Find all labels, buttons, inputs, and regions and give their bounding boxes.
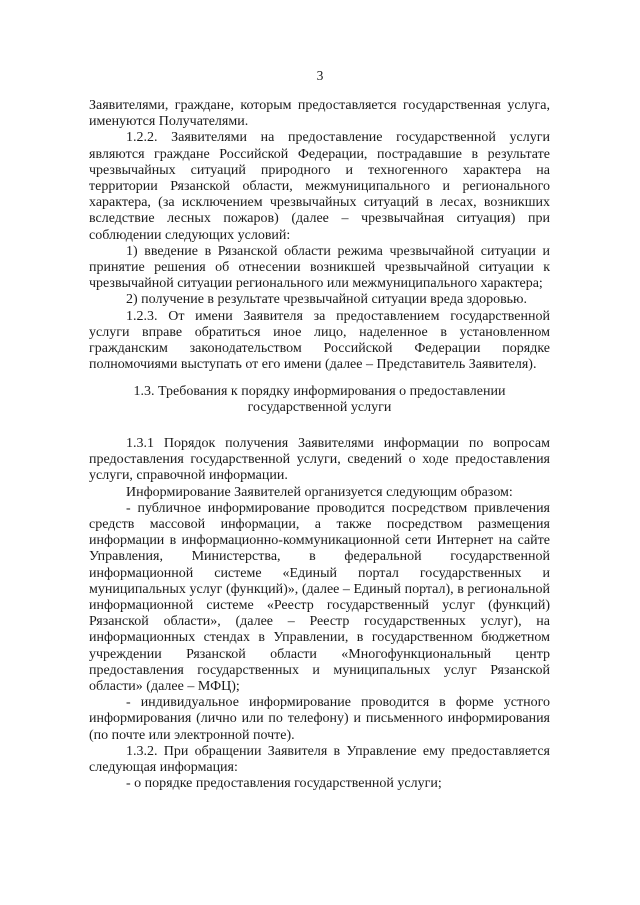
section-heading (89, 384, 550, 416)
paragraph-1-2-2: 1.2.2. Заявителями на предоставление государственной услуги являются граждане Российской Федерации, пострадавшие в результате чрезвычайных ситуаций природного и техногенного характера на территории Рязанской области, межмуниципального и регионального характера, (за исключением чрезвычайных ситуаций в лесах, возникших вследствие лесных пожаров) (далее – чрезвычайная ситуация) при соблюдении следующих условий: (89, 130, 550, 243)
paragraph-condition-1: 1) введение в Рязанской области режима чрезвычайной ситуации и принятие решения об отнесении возникшей чрезвычайной ситуации к чрезвычайной ситуации регионального или межмуниципального характера; (89, 243, 550, 292)
page-number: 3 (316, 68, 324, 83)
paragraph-applicants-intro: Заявителями, граждане, которым предоставляется государственная услуга, именуются Получателями. (89, 98, 550, 130)
paragraph-public-informing: - публичное информирование проводится посредством привлечения средств массовой информации, а также посредством размещения информации в информационно-коммуникационной сети Интернет на сайте Управления, Министерства, в федеральной государственной информационной системе «Единый портал государственных и муниципальных услуг (функций)», (далее – Единый портал), в региональной информационной системе «Реестр государственный услуг (функций) Рязанской области», (далее – Реестр государственных услуг), на информационных стендах в Управлении, в государственном бюджетном учреждении Рязанской области «Многофункциональный центр предоставления государственных и муниципальных услуг Рязанской области» (далее – МФЦ); (89, 500, 550, 695)
paragraph-1-2-3: 1.2.3. От имени Заявителя за предоставлением государственной услуги вправе обратиться иное лицо, наделенное в установленном гражданским законодательством Российской Федерации порядке полномочиями выступать от его имени (далее – Представитель Заявителя). (89, 308, 550, 373)
section-heading-line-1: 1.3. Требования к порядку информирования о предоставлении (133, 384, 506, 399)
paragraph-informing-intro: Информирование Заявителей организуется следующим образом: (126, 484, 513, 500)
informing-section (89, 436, 550, 792)
paragraph-1-3-2: 1.3.2. При обращении Заявителя в Управление ему предоставляется следующая информация: (89, 743, 550, 776)
paragraph-1-3-1: 1.3.1 Порядок получения Заявителями информации по вопросам предоставления государственной услуги, сведений о ходе предоставления услуги, справочной информации. (89, 436, 550, 484)
paragraph-procedure-item: - о порядке предоставления государственной услуги; (126, 776, 442, 792)
eligibility-section (89, 98, 550, 373)
paragraph-individual-informing: - индивидуальное информирование проводится в форме устного информирования (лично или по телефону) и письменного информирования (по почте или электронной почте). (89, 695, 550, 743)
section-heading-line-2: государственной услуги (247, 400, 392, 416)
paragraph-condition-2: 2) получение в результате чрезвычайной ситуации вреда здоровью. (126, 292, 528, 308)
